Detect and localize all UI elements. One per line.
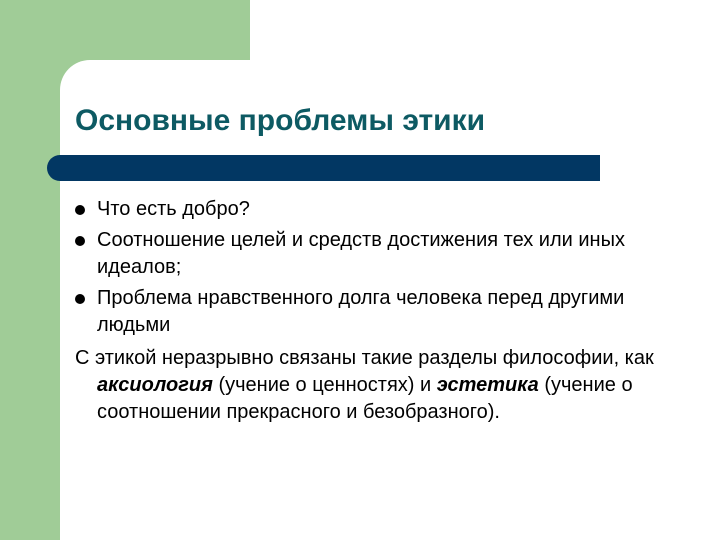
- paragraph-text: С этикой неразрывно связаны такие разделы философии, как: [75, 347, 654, 369]
- term-axiology: аксиология: [97, 374, 213, 396]
- slide-body: [75, 196, 675, 426]
- paragraph-text: (учение о соотношении прекрасного и безобразного).: [97, 374, 633, 423]
- bullet-text: Проблема нравственного долга человека перед другими людьми: [97, 287, 625, 336]
- ethics-paragraph: [75, 345, 675, 426]
- bullet-dot-icon: [75, 294, 85, 304]
- bullet-item: [75, 285, 675, 339]
- bullet-dot-icon: [75, 236, 85, 246]
- bullet-dot-icon: [75, 205, 85, 215]
- title-divider: [47, 155, 600, 181]
- bullet-text: Что есть добро?: [97, 198, 250, 220]
- bullet-item: [75, 227, 675, 281]
- bullet-text: Соотношение целей и средств достижения тех или иных идеалов;: [97, 229, 625, 278]
- term-aesthetics: эстетика: [436, 374, 539, 396]
- paragraph-text: (учение о ценностях) и: [212, 374, 437, 396]
- slide-title: Основные проблемы этики: [75, 104, 486, 137]
- bullet-item: [75, 196, 675, 223]
